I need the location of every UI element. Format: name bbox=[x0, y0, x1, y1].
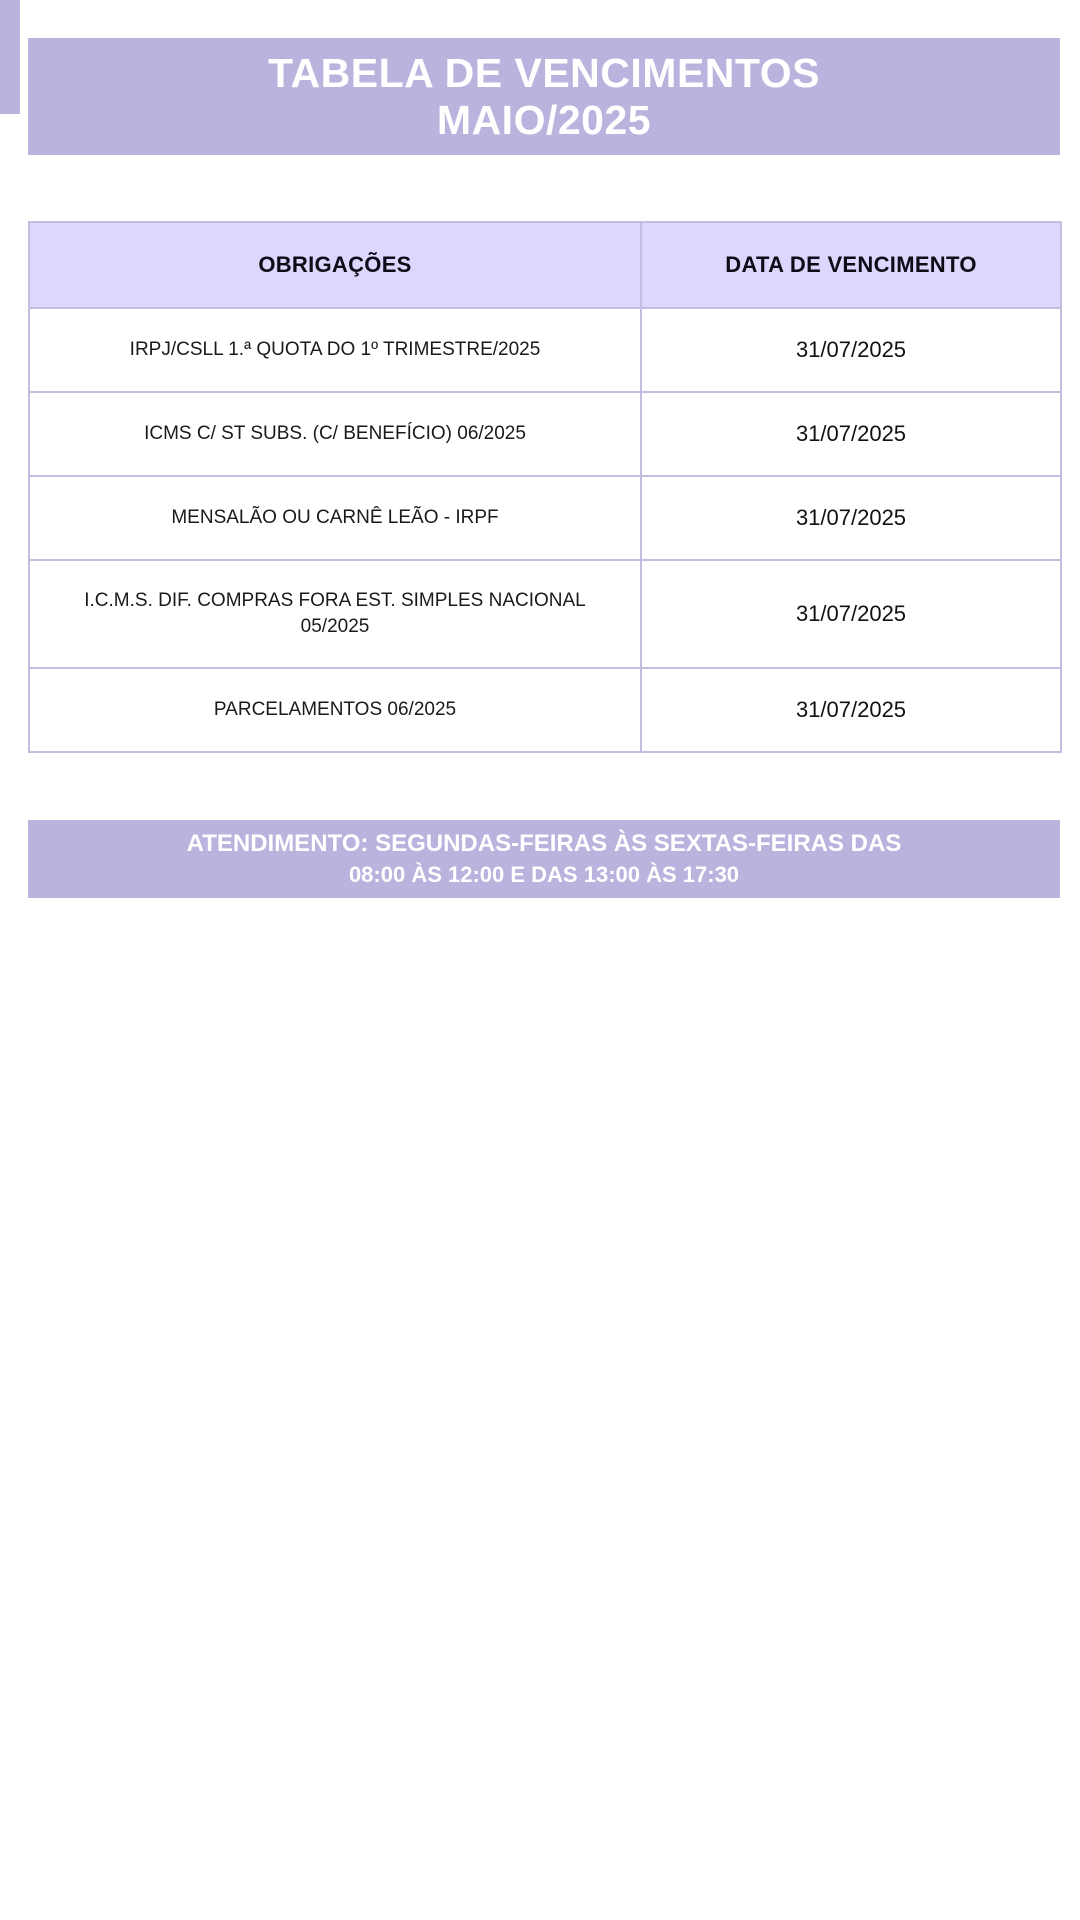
obligation-cell: MENSALÃO OU CARNÊ LEÃO - IRPF bbox=[29, 476, 641, 560]
due-date-cell: 31/07/2025 bbox=[641, 392, 1061, 476]
table-row bbox=[29, 308, 1061, 392]
obligation-cell: ICMS C/ ST SUBS. (C/ BENEFÍCIO) 06/2025 bbox=[29, 392, 641, 476]
due-date-cell: 31/07/2025 bbox=[641, 668, 1061, 752]
obligation-cell: PARCELAMENTOS 06/2025 bbox=[29, 668, 641, 752]
obligation-cell: I.C.M.S. DIF. COMPRAS FORA EST. SIMPLES NACIONAL 05/2025 bbox=[29, 560, 641, 668]
page-title: TABELA DE VENCIMENTOS bbox=[268, 49, 820, 96]
table-row bbox=[29, 476, 1061, 560]
table-row bbox=[29, 560, 1061, 668]
corner-accent-tab bbox=[0, 0, 20, 114]
due-dates-table bbox=[28, 221, 1062, 753]
title-banner bbox=[28, 38, 1060, 155]
table-header-row bbox=[29, 222, 1061, 308]
due-date-cell: 31/07/2025 bbox=[641, 560, 1061, 668]
obligation-cell: IRPJ/CSLL 1.ª QUOTA DO 1º TRIMESTRE/2025 bbox=[29, 308, 641, 392]
due-dates-table-container bbox=[28, 221, 1060, 753]
table-row bbox=[29, 668, 1061, 752]
opening-hours-days: ATENDIMENTO: SEGUNDAS-FEIRAS ÀS SEXTAS-FEIRAS DAS bbox=[186, 830, 902, 857]
opening-hours-banner bbox=[28, 820, 1060, 898]
header-obligations: OBRIGAÇÕES bbox=[29, 222, 641, 308]
due-date-cell: 31/07/2025 bbox=[641, 308, 1061, 392]
header-due-date: DATA DE VENCIMENTO bbox=[641, 222, 1061, 308]
table-row bbox=[29, 392, 1061, 476]
opening-hours-times: 08:00 ÀS 12:00 E DAS 13:00 ÀS 17:30 bbox=[348, 862, 740, 887]
page-subtitle-month: MAIO/2025 bbox=[436, 96, 652, 143]
due-date-cell: 31/07/2025 bbox=[641, 476, 1061, 560]
